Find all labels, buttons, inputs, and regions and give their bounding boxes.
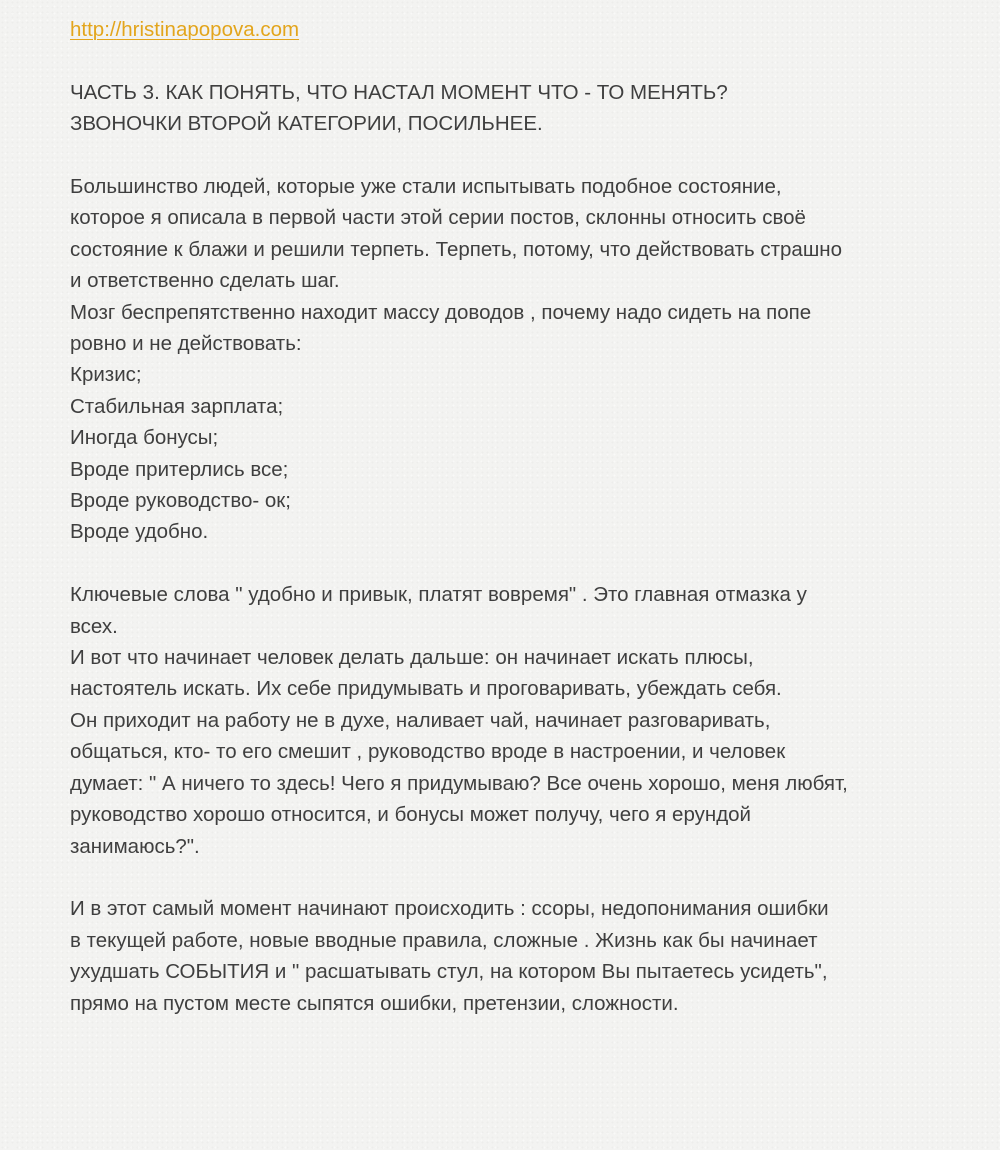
text-line: думает: " А ничего то здесь! Чего я придумываю? Все очень хорошо, меня любят, bbox=[70, 771, 848, 795]
text-line: занимаюсь?". bbox=[70, 834, 200, 858]
text-line: Ключевые слова " удобно и привык, платят вовремя" . Это главная отмазка у bbox=[70, 583, 807, 607]
list-item: Вроде удобно. bbox=[70, 520, 209, 544]
text-line: Он приходит на работу не в духе, наливает чай, начинает разговаривать, bbox=[70, 708, 771, 732]
text-line: руководство хорошо относится, и бонусы может получу, чего я ерундой bbox=[70, 803, 752, 827]
website-link[interactable]: http://hristinapopova.com bbox=[70, 18, 300, 41]
text-line: прямо на пустом месте сыпятся ошибки, претензии, сложности. bbox=[70, 991, 679, 1015]
text-line: и ответственно сделать шаг. bbox=[70, 269, 340, 293]
text-line: настоятель искать. Их себе придумывать и проговаривать, убеждать себя. bbox=[70, 677, 782, 701]
paragraph-1 bbox=[70, 171, 940, 548]
list-item: Иногда бонусы; bbox=[70, 426, 219, 450]
text-line: ухудшать СОБЫТИЯ и " расшатывать стул, на котором Вы пытаетесь усидеть", bbox=[70, 960, 828, 984]
text-line: И вот что начинает человек делать дальше: он начинает искать плюсы, bbox=[70, 646, 754, 670]
text-line: Большинство людей, которые уже стали испытывать подобное состояние, bbox=[70, 175, 782, 198]
list-item: Вроде руководство- ок; bbox=[70, 489, 291, 513]
title-line: ЧАСТЬ 3. КАК ПОНЯТЬ, ЧТО НАСТАЛ МОМЕНТ ЧТО - ТО МЕНЯТЬ? bbox=[70, 80, 728, 104]
text-line: И в этот самый момент начинают происходить : ссоры, недопонимания ошибки bbox=[70, 897, 829, 921]
title-line: ЗВОНОЧКИ ВТОРОЙ КАТЕГОРИИ, ПОСИЛЬНЕЕ. bbox=[70, 112, 543, 136]
spacer bbox=[70, 862, 940, 893]
text-line: в текущей работе, новые вводные правила, сложные . Жизнь как бы начинает bbox=[70, 928, 818, 952]
list-item: Стабильная зарплата; bbox=[70, 394, 284, 418]
text-line: которое я описала в первой части этой серии постов, склонны относить своё bbox=[70, 206, 806, 230]
spacer bbox=[70, 45, 940, 76]
list-item: Вроде притерлись все; bbox=[70, 457, 289, 481]
paragraph-2 bbox=[70, 579, 940, 862]
paragraph-3 bbox=[70, 893, 940, 1019]
spacer bbox=[70, 140, 940, 171]
text-line: состояние к блажи и решили терпеть. Терпеть, потому, что действовать страшно bbox=[70, 237, 842, 261]
text-line: Мозг беспрепятственно находит массу доводов , почему надо сидеть на попе bbox=[70, 300, 812, 324]
text-line: всех. bbox=[70, 614, 118, 638]
text-line: ровно и не действовать: bbox=[70, 332, 302, 356]
spacer bbox=[70, 548, 940, 579]
list-item: Кризис; bbox=[70, 363, 142, 387]
article-title bbox=[70, 77, 940, 140]
text-line: общаться, кто- то его смешит , руководство вроде в настроении, и человек bbox=[70, 740, 786, 764]
